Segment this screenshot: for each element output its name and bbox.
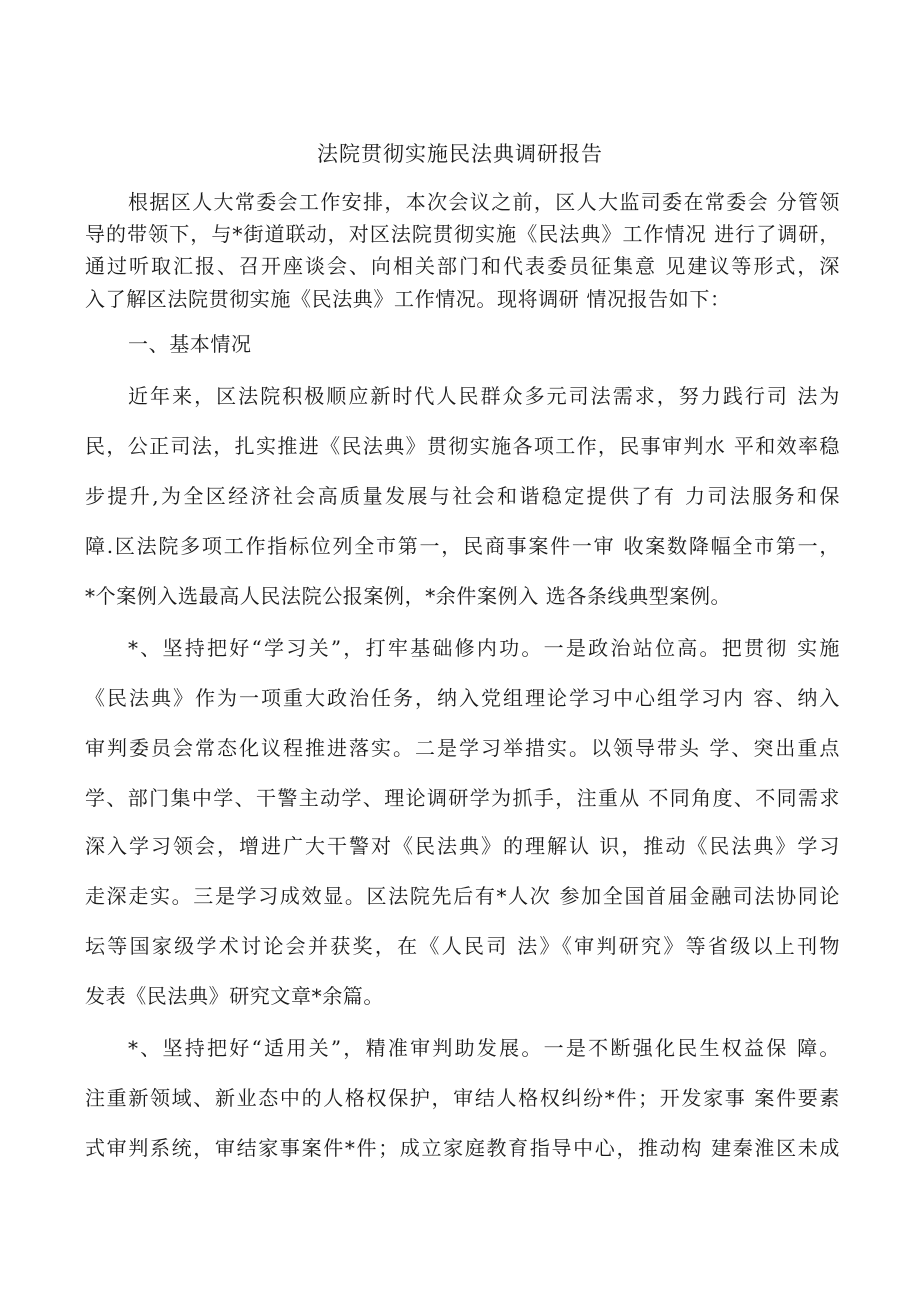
section-heading-basic: 一、基本情况	[128, 332, 252, 356]
intro-line-2: 导的带领下，与*街道联动，对区法院贯彻实施《民法典》工作情况 进行了调研，	[85, 222, 840, 246]
study-line-3: 审判委员会常态化议程推进落实。二是学习举措实。以领导带头 学、突出重点	[85, 736, 840, 760]
study-line-4: 学、部门集中学、干警主动学、理论调研学为抓手，注重从 不同角度、不同需求	[85, 786, 840, 810]
intro-line-3: 通过听取汇报、召开座谈会、向相关部门和代表委员征集意 见建议等形式，深	[85, 254, 840, 278]
study-line-8: 发表《民法典》研究文章*余篇。	[85, 984, 384, 1008]
application-line-3: 式审判系统，审结家事案件*件；成立家庭教育指导中心，推动构 建秦淮区未成	[85, 1136, 840, 1160]
study-line-5: 深入学习领会，增进广大干警对《民法典》的理解认 识，推动《民法典》学习	[85, 834, 840, 858]
document-title: 法院贯彻实施民法典调研报告	[317, 142, 603, 166]
application-line-2: 注重新领域、新业态中的人格权保护，审结人格权纠纷*件；开发家事 案件要素	[85, 1086, 840, 1110]
basic-line-4: 障.区法院多项工作指标位列全市第一，民商事案件一审 收案数降幅全市第一，	[85, 534, 840, 558]
intro-line-1: 根据区人大常委会工作安排，本次会议之前，区人大监司委在常委会 分管领	[128, 190, 840, 214]
basic-line-3: 步提升,为全区经济社会高质量发展与社会和谐稳定提供了有 力司法服务和保	[85, 484, 840, 508]
basic-line-1: 近年来，区法院积极顺应新时代人民群众多元司法需求，努力践行司 法为	[128, 384, 840, 408]
study-line-1: *、坚持把好“学习关”，打牢基础修内功。一是政治站位高。把贯彻 实施	[128, 636, 840, 660]
study-line-7: 坛等国家级学术讨论会并获奖，在《人民司 法》《审判研究》等省级以上刊物	[85, 934, 840, 958]
study-line-6: 走深走实。三是学习成效显。区法院先后有*人次 参加全国首届金融司法协同论	[85, 884, 840, 908]
intro-line-4: 入了解区法院贯彻实施《民法典》工作情况。现将调研 情况报告如下：	[85, 287, 731, 311]
study-line-2: 《民法典》作为一项重大政治任务，纳入党组理论学习中心组学习内 容、纳入	[85, 686, 840, 710]
basic-line-5: *个案例入选最高人民法院公报案例，*余件案例入 选各条线典型案例。	[85, 584, 732, 608]
application-line-1: *、坚持把好“适用关”，精准审判助发展。一是不断强化民生权益保 障。	[128, 1036, 840, 1060]
basic-line-2: 民，公正司法，扎实推进《民法典》贯彻实施各项工作，民事审判水 平和效率稳	[85, 434, 840, 458]
